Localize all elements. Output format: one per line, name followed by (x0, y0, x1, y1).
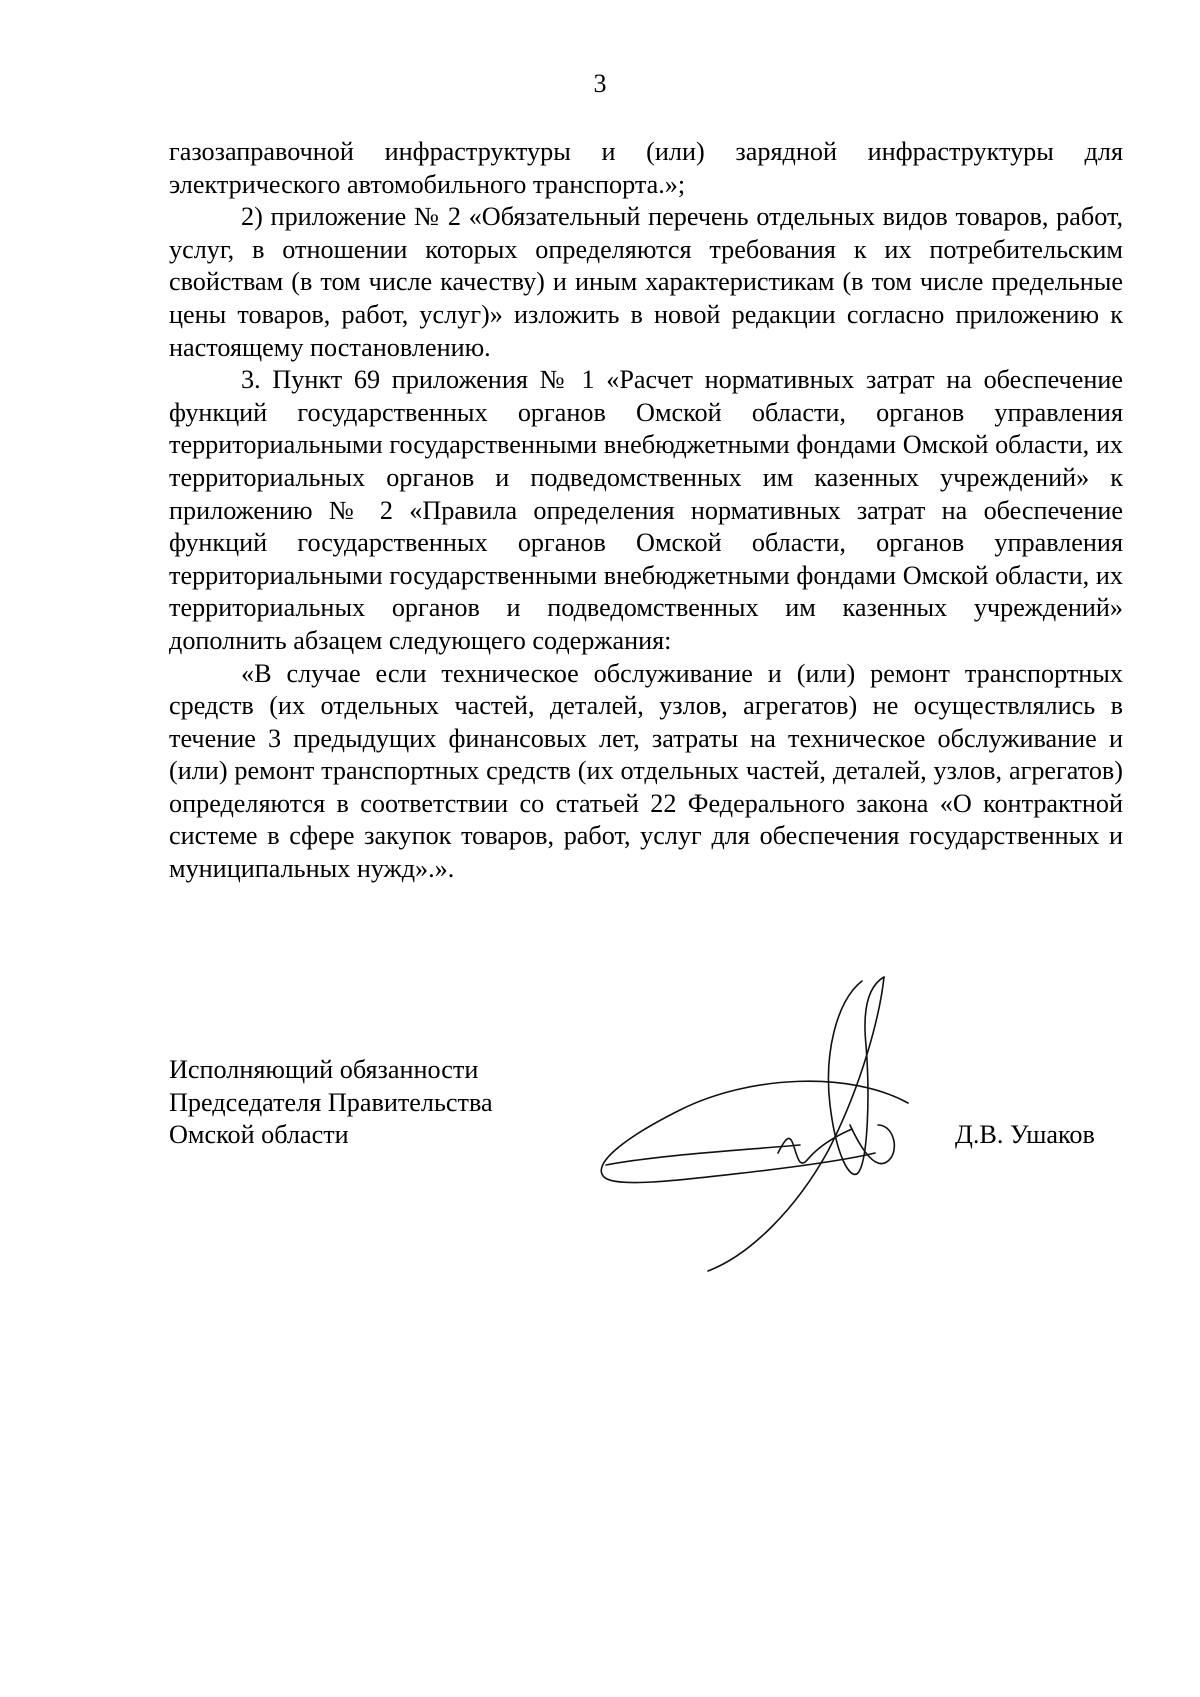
paragraph-item-3: 3. Пункт 69 приложения № 1 «Расчет нормативных затрат на обеспечение функций государственных органов Омской области, органов управления территориальными государственными внебюджетными фондами Омской области, их территориальных органов и подведомственных им казенных учреждений» к приложению № 2 «Правила определения нормативных затрат на обеспечение функций государственных органов Омской области, органов управления территориальными государственными внебюджетными фондами Омской области, их территориальных органов и подведомственных им казенных учреждений» дополнить абзацем следующего содержания: (169, 365, 1123, 655)
handwritten-signature (600, 975, 960, 1275)
page-number: 3 (593, 69, 607, 98)
signatory-position (169, 1054, 493, 1152)
position-line: Председателя Правительства (169, 1087, 493, 1117)
paragraph-continuation: газозаправочной инфраструктуры и (или) зарядной инфраструктуры для электрического автомобильного транспорта.»; (169, 137, 1123, 199)
paragraph-quoted-addition: «В случае если техническое обслуживание и (или) ремонт транспортных средств (их отдельных частей, деталей, узлов, агрегатов) не осуществлялись в течение 3 предыдущих финансовых лет, затраты на техническое обслуживание и (или) ремонт транспортных средств (их отдельных частей, деталей, узлов, агрегатов) определяются в соответствии со статьей 22 Федерального закона «О контрактной системе в сфере закупок товаров, работ, услуг для обеспечения государственных и муниципальных нужд».». (169, 658, 1123, 884)
position-line: Омской области (169, 1120, 349, 1150)
document-body (169, 136, 1123, 886)
paragraph-item-2: 2) приложение № 2 «Обязательный перечень отдельных видов товаров, работ, услуг, в отношении которых определяются требования к их потребительским свойствам (в том числе качеству) и иным характеристикам (в том числе предельные цены товаров, работ, услуг)» изложить в новой редакции согласно приложению к настоящему постановлению. (169, 202, 1123, 362)
signer-name: Д.В. Ушаков (955, 1120, 1095, 1149)
position-line: Исполняющий обязанности (169, 1055, 479, 1084)
